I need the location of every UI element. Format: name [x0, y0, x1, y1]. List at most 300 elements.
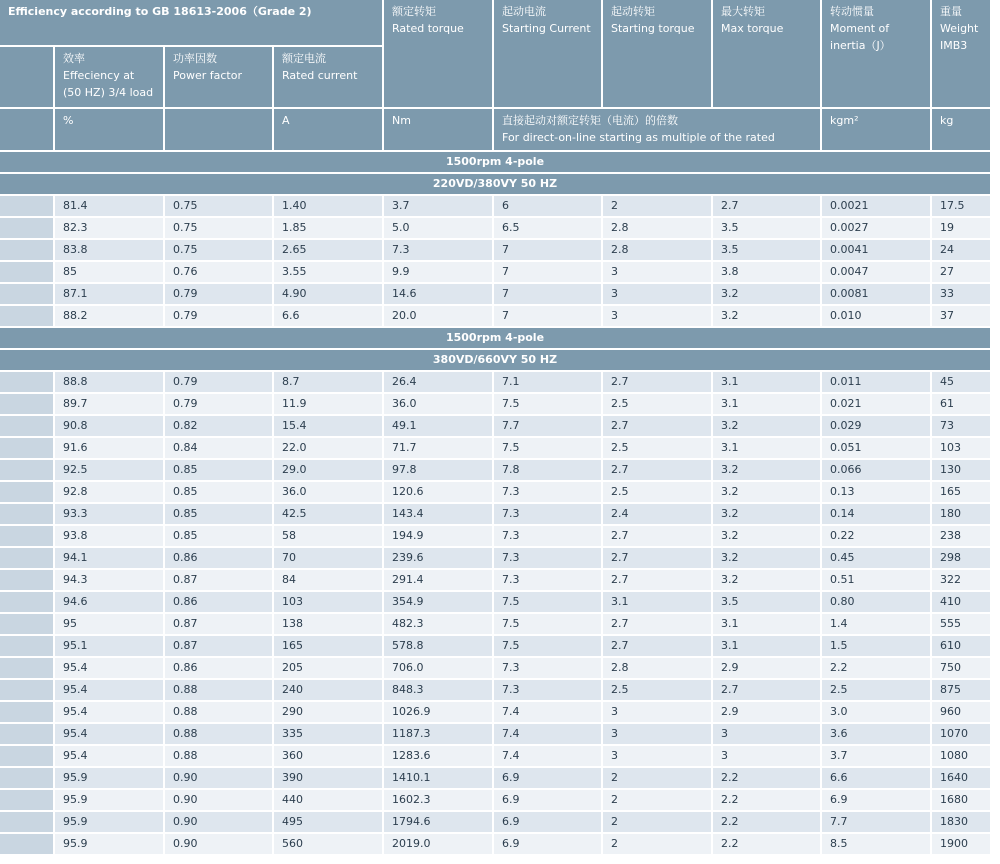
rated-torque-cell: 848.3: [383, 679, 493, 701]
power-factor-cell: 0.85: [164, 503, 273, 525]
max-torque-cell: 3.2: [712, 547, 821, 569]
section-380v: [0, 327, 991, 855]
power-factor-cell: 0.87: [164, 569, 273, 591]
starting-torque-cell: 2: [602, 195, 712, 217]
rated-current-cell: 4.90: [273, 283, 383, 305]
table-row: [0, 437, 991, 459]
efficiency-cell: 95.9: [54, 789, 164, 811]
starting-current-cell: 7.3: [493, 679, 602, 701]
rated-current-cell: 70: [273, 547, 383, 569]
rated-current-cell: 29.0: [273, 459, 383, 481]
inertia-cell: 0.51: [821, 569, 931, 591]
inertia-cell: 0.021: [821, 393, 931, 415]
rated-torque-cell: 578.8: [383, 635, 493, 657]
max-torque-cell: 3.2: [712, 415, 821, 437]
max-torque-cell: 3.2: [712, 305, 821, 327]
weight-cell: 45: [931, 371, 991, 393]
max-torque-cell: 3.2: [712, 569, 821, 591]
inertia-cell: 0.0021: [821, 195, 931, 217]
max-torque-cell: 3.2: [712, 503, 821, 525]
inertia-cell: 0.029: [821, 415, 931, 437]
starting-current-cell: 7.4: [493, 701, 602, 723]
max-torque-cell: 2.2: [712, 789, 821, 811]
table-row: [0, 371, 991, 393]
starting-current-cell: 7.5: [493, 393, 602, 415]
power-factor-cell: 0.75: [164, 195, 273, 217]
table-row: [0, 745, 991, 767]
section-speed-label: 1500rpm 4-pole: [0, 327, 991, 349]
section-voltage-label: 380VD/660VY 50 HZ: [0, 349, 991, 371]
max-torque-cell: 3.1: [712, 393, 821, 415]
table-row: [0, 613, 991, 635]
efficiency-cell: 83.8: [54, 239, 164, 261]
starting-current-cell: 7: [493, 305, 602, 327]
power-factor-cell: 0.87: [164, 613, 273, 635]
row-lead-cell: [0, 459, 54, 481]
weight-cell: 1080: [931, 745, 991, 767]
efficiency-cell: 88.8: [54, 371, 164, 393]
efficiency-cell: 89.7: [54, 393, 164, 415]
power-factor-cell: 0.88: [164, 723, 273, 745]
unit-blank-cell: [0, 108, 54, 151]
rated-current-cell: 138: [273, 613, 383, 635]
header-blank-cell: [0, 46, 54, 108]
weight-cell: 875: [931, 679, 991, 701]
power-factor-cell: 0.85: [164, 459, 273, 481]
row-lead-cell: [0, 525, 54, 547]
row-lead-cell: [0, 239, 54, 261]
inertia-cell: 0.011: [821, 371, 931, 393]
starting-torque-cell: 2.7: [602, 569, 712, 591]
starting-torque-cell: 2.7: [602, 415, 712, 437]
starting-torque-cell: 3: [602, 283, 712, 305]
weight-cell: 19: [931, 217, 991, 239]
power-factor-cell: 0.87: [164, 635, 273, 657]
table-row: [0, 591, 991, 613]
max-torque-cell: 2.2: [712, 767, 821, 789]
rated-torque-cell: 5.0: [383, 217, 493, 239]
starting-torque-cell: 2.7: [602, 635, 712, 657]
power-factor-cell: 0.88: [164, 701, 273, 723]
rated-torque-cell: 1410.1: [383, 767, 493, 789]
inertia-cell: 0.0047: [821, 261, 931, 283]
rated-torque-cell: 71.7: [383, 437, 493, 459]
max-torque-cell: 2.7: [712, 679, 821, 701]
weight-cell: 1640: [931, 767, 991, 789]
weight-cell: 27: [931, 261, 991, 283]
efficiency-cell: 82.3: [54, 217, 164, 239]
max-torque-cell: 3.2: [712, 481, 821, 503]
rated-torque-cell: 9.9: [383, 261, 493, 283]
table-row: [0, 261, 991, 283]
inertia-cell: 3.7: [821, 745, 931, 767]
rated-torque-cell: 1283.6: [383, 745, 493, 767]
weight-cell: 1070: [931, 723, 991, 745]
weight-header: 重量 Weight IMB3: [931, 0, 991, 108]
starting-torque-cell: 2.7: [602, 459, 712, 481]
weight-cell: 33: [931, 283, 991, 305]
moment-of-inertia-header: 转动惯量 Moment of inertia（J）: [821, 0, 931, 108]
table-row: [0, 415, 991, 437]
efficiency-cell: 93.8: [54, 525, 164, 547]
rated-torque-cell: 36.0: [383, 393, 493, 415]
row-lead-cell: [0, 481, 54, 503]
inertia-cell: 6.9: [821, 789, 931, 811]
max-torque-cell: 3.1: [712, 613, 821, 635]
power-factor-cell: 0.79: [164, 371, 273, 393]
max-torque-cell: 3.1: [712, 635, 821, 657]
rated-torque-cell: 1602.3: [383, 789, 493, 811]
inertia-cell: 0.22: [821, 525, 931, 547]
efficiency-cell: 94.6: [54, 591, 164, 613]
weight-cell: 103: [931, 437, 991, 459]
efficiency-cell: 87.1: [54, 283, 164, 305]
weight-cell: 73: [931, 415, 991, 437]
power-factor-cell: 0.85: [164, 525, 273, 547]
weight-cell: 238: [931, 525, 991, 547]
table-row: [0, 459, 991, 481]
table-row: [0, 547, 991, 569]
rated-torque-cell: 1026.9: [383, 701, 493, 723]
starting-torque-cell: 2.8: [602, 217, 712, 239]
starting-torque-cell: 3: [602, 745, 712, 767]
efficiency-cell: 93.3: [54, 503, 164, 525]
table-row: [0, 811, 991, 833]
inertia-cell: 3.6: [821, 723, 931, 745]
rated-torque-cell: 120.6: [383, 481, 493, 503]
starting-current-cell: 6: [493, 195, 602, 217]
max-torque-cell: 3.1: [712, 437, 821, 459]
power-factor-cell: 0.79: [164, 393, 273, 415]
table-row: [0, 481, 991, 503]
row-lead-cell: [0, 415, 54, 437]
inertia-cell: 2.5: [821, 679, 931, 701]
row-lead-cell: [0, 283, 54, 305]
power-factor-cell: 0.90: [164, 789, 273, 811]
table-row: [0, 569, 991, 591]
row-lead-cell: [0, 261, 54, 283]
starting-torque-cell: 2.7: [602, 613, 712, 635]
starting-current-cell: 7.5: [493, 635, 602, 657]
inertia-cell: 8.5: [821, 833, 931, 855]
starting-torque-cell: 2.8: [602, 657, 712, 679]
rated-current-cell: 205: [273, 657, 383, 679]
starting-current-cell: 7: [493, 261, 602, 283]
max-torque-cell: 2.2: [712, 833, 821, 855]
table-row: [0, 789, 991, 811]
row-lead-cell: [0, 657, 54, 679]
rated-current-cell: 1.85: [273, 217, 383, 239]
rated-current-cell: 335: [273, 723, 383, 745]
table-row: [0, 525, 991, 547]
rated-torque-cell: 1794.6: [383, 811, 493, 833]
rated-current-cell: 440: [273, 789, 383, 811]
starting-current-cell: 6.5: [493, 217, 602, 239]
weight-cell: 61: [931, 393, 991, 415]
weight-cell: 750: [931, 657, 991, 679]
starting-current-cell: 6.9: [493, 833, 602, 855]
starting-torque-cell: 2.8: [602, 239, 712, 261]
rated-torque-cell: 291.4: [383, 569, 493, 591]
unit-newton-meter: Nm: [383, 108, 493, 151]
row-lead-cell: [0, 723, 54, 745]
max-torque-cell: 3.2: [712, 525, 821, 547]
table-row: [0, 833, 991, 855]
starting-torque-cell: 2.5: [602, 437, 712, 459]
rated-torque-cell: 20.0: [383, 305, 493, 327]
efficiency-cell: 95.4: [54, 723, 164, 745]
rated-current-cell: 3.55: [273, 261, 383, 283]
rated-torque-cell: 3.7: [383, 195, 493, 217]
weight-cell: 322: [931, 569, 991, 591]
table-row: [0, 393, 991, 415]
rated-torque-cell: 143.4: [383, 503, 493, 525]
starting-torque-cell: 2: [602, 767, 712, 789]
starting-current-cell: 7.5: [493, 613, 602, 635]
inertia-cell: 0.051: [821, 437, 931, 459]
efficiency-cell: 92.8: [54, 481, 164, 503]
rated-current-cell: 560: [273, 833, 383, 855]
rated-torque-cell: 7.3: [383, 239, 493, 261]
starting-current-cell: 7.7: [493, 415, 602, 437]
starting-current-cell: 7.3: [493, 657, 602, 679]
starting-torque-cell: 2: [602, 833, 712, 855]
starting-torque-cell: 2: [602, 789, 712, 811]
weight-cell: 1900: [931, 833, 991, 855]
starting-torque-cell: 3: [602, 261, 712, 283]
inertia-cell: 6.6: [821, 767, 931, 789]
rated-torque-cell: 2019.0: [383, 833, 493, 855]
power-factor-cell: 0.88: [164, 745, 273, 767]
row-lead-cell: [0, 701, 54, 723]
weight-cell: 17.5: [931, 195, 991, 217]
starting-torque-cell: 3: [602, 701, 712, 723]
table-row: [0, 239, 991, 261]
rated-current-cell: 6.6: [273, 305, 383, 327]
starting-torque-cell: 3.1: [602, 591, 712, 613]
efficiency-cell: 94.3: [54, 569, 164, 591]
power-factor-cell: 0.79: [164, 283, 273, 305]
max-torque-cell: 2.9: [712, 657, 821, 679]
starting-current-cell: 7: [493, 283, 602, 305]
rated-torque-cell: 239.6: [383, 547, 493, 569]
starting-current-cell: 6.9: [493, 789, 602, 811]
inertia-cell: 0.0027: [821, 217, 931, 239]
weight-cell: 410: [931, 591, 991, 613]
rated-current-cell: 8.7: [273, 371, 383, 393]
section-voltage-label: 220VD/380VY 50 HZ: [0, 173, 991, 195]
rated-current-cell: 495: [273, 811, 383, 833]
starting-current-cell: 7.5: [493, 437, 602, 459]
row-lead-cell: [0, 745, 54, 767]
inertia-cell: 0.066: [821, 459, 931, 481]
starting-current-cell: 6.9: [493, 811, 602, 833]
row-lead-cell: [0, 547, 54, 569]
weight-cell: 610: [931, 635, 991, 657]
power-factor-cell: 0.85: [164, 481, 273, 503]
rated-current-header: 额定电流 Rated current: [273, 46, 383, 108]
efficiency-cell: 95: [54, 613, 164, 635]
starting-current-cell: 7.3: [493, 503, 602, 525]
row-lead-cell: [0, 833, 54, 855]
efficiency-header: 效率 Effeciency at (50 HZ) 3/4 load: [54, 46, 164, 108]
weight-cell: 130: [931, 459, 991, 481]
starting-current-cell: 7.3: [493, 547, 602, 569]
row-lead-cell: [0, 811, 54, 833]
starting-current-header: 起动电流 Starting Current: [493, 0, 602, 108]
max-torque-header: 最大转矩 Max torque: [712, 0, 821, 108]
max-torque-cell: 3.2: [712, 283, 821, 305]
row-lead-cell: [0, 371, 54, 393]
efficiency-standard-header: Efficiency according to GB 18613-2006（Grade 2): [0, 0, 383, 46]
rated-current-cell: 360: [273, 745, 383, 767]
row-lead-cell: [0, 569, 54, 591]
power-factor-cell: 0.79: [164, 305, 273, 327]
efficiency-cell: 94.1: [54, 547, 164, 569]
weight-cell: 1830: [931, 811, 991, 833]
rated-current-cell: 42.5: [273, 503, 383, 525]
row-lead-cell: [0, 393, 54, 415]
rated-current-cell: 1.40: [273, 195, 383, 217]
efficiency-cell: 81.4: [54, 195, 164, 217]
weight-cell: 180: [931, 503, 991, 525]
starting-torque-cell: 2.5: [602, 481, 712, 503]
efficiency-cell: 95.4: [54, 701, 164, 723]
rated-current-cell: 390: [273, 767, 383, 789]
power-factor-cell: 0.88: [164, 679, 273, 701]
rated-torque-cell: 706.0: [383, 657, 493, 679]
unit-ampere: A: [273, 108, 383, 151]
table-row: [0, 283, 991, 305]
unit-blank-cell: [164, 108, 273, 151]
starting-current-cell: 7.5: [493, 591, 602, 613]
table-row: [0, 503, 991, 525]
row-lead-cell: [0, 503, 54, 525]
starting-current-cell: 7.4: [493, 723, 602, 745]
starting-torque-cell: 2.4: [602, 503, 712, 525]
weight-cell: 298: [931, 547, 991, 569]
inertia-cell: 0.13: [821, 481, 931, 503]
inertia-cell: 1.4: [821, 613, 931, 635]
table-header: [0, 0, 991, 151]
rated-torque-cell: 194.9: [383, 525, 493, 547]
power-factor-cell: 0.86: [164, 547, 273, 569]
efficiency-cell: 95.9: [54, 833, 164, 855]
row-lead-cell: [0, 635, 54, 657]
max-torque-cell: 3.5: [712, 239, 821, 261]
multiple-of-rated-note: 直接起动对额定转矩（电流）的倍数 For direct-on-line starting as multiple of the rated: [493, 108, 821, 151]
efficiency-cell: 88.2: [54, 305, 164, 327]
row-lead-cell: [0, 679, 54, 701]
inertia-cell: 0.45: [821, 547, 931, 569]
weight-cell: 24: [931, 239, 991, 261]
starting-torque-cell: 2.5: [602, 679, 712, 701]
power-factor-cell: 0.90: [164, 811, 273, 833]
starting-torque-header: 起动转矩 Starting torque: [602, 0, 712, 108]
starting-torque-cell: 3: [602, 723, 712, 745]
unit-kgm2: kgm²: [821, 108, 931, 151]
starting-torque-cell: 2: [602, 811, 712, 833]
starting-current-cell: 7.1: [493, 371, 602, 393]
weight-cell: 960: [931, 701, 991, 723]
efficiency-cell: 95.4: [54, 679, 164, 701]
inertia-cell: 0.80: [821, 591, 931, 613]
rated-current-cell: 165: [273, 635, 383, 657]
starting-current-cell: 6.9: [493, 767, 602, 789]
unit-kg: kg: [931, 108, 991, 151]
row-lead-cell: [0, 613, 54, 635]
unit-percent: %: [54, 108, 164, 151]
starting-torque-cell: 2.7: [602, 371, 712, 393]
inertia-cell: 0.0041: [821, 239, 931, 261]
inertia-cell: 0.010: [821, 305, 931, 327]
power-factor-header: 功率因数 Power factor: [164, 46, 273, 108]
efficiency-cell: 90.8: [54, 415, 164, 437]
inertia-cell: 1.5: [821, 635, 931, 657]
max-torque-cell: 3.5: [712, 217, 821, 239]
power-factor-cell: 0.76: [164, 261, 273, 283]
starting-torque-cell: 3: [602, 305, 712, 327]
efficiency-cell: 95.9: [54, 811, 164, 833]
starting-torque-cell: 2.5: [602, 393, 712, 415]
efficiency-cell: 95.4: [54, 745, 164, 767]
power-factor-cell: 0.90: [164, 833, 273, 855]
table-row: [0, 723, 991, 745]
rated-current-cell: 22.0: [273, 437, 383, 459]
row-lead-cell: [0, 195, 54, 217]
max-torque-cell: 3.2: [712, 459, 821, 481]
rated-current-cell: 2.65: [273, 239, 383, 261]
starting-current-cell: 7: [493, 239, 602, 261]
rated-current-cell: 11.9: [273, 393, 383, 415]
starting-current-cell: 7.4: [493, 745, 602, 767]
efficiency-cell: 95.1: [54, 635, 164, 657]
rated-current-cell: 290: [273, 701, 383, 723]
efficiency-cell: 95.9: [54, 767, 164, 789]
rated-torque-cell: 14.6: [383, 283, 493, 305]
table-row: [0, 767, 991, 789]
row-lead-cell: [0, 217, 54, 239]
inertia-cell: 2.2: [821, 657, 931, 679]
max-torque-cell: 2.9: [712, 701, 821, 723]
table-row: [0, 195, 991, 217]
weight-cell: 165: [931, 481, 991, 503]
rated-current-cell: 240: [273, 679, 383, 701]
rated-torque-cell: 1187.3: [383, 723, 493, 745]
table-row: [0, 701, 991, 723]
table-row: [0, 635, 991, 657]
table-row: [0, 657, 991, 679]
weight-cell: 37: [931, 305, 991, 327]
power-factor-cell: 0.82: [164, 415, 273, 437]
inertia-cell: 0.14: [821, 503, 931, 525]
inertia-cell: 7.7: [821, 811, 931, 833]
section-speed-label: 1500rpm 4-pole: [0, 151, 991, 173]
rated-current-cell: 58: [273, 525, 383, 547]
rated-current-cell: 84: [273, 569, 383, 591]
rated-torque-cell: 97.8: [383, 459, 493, 481]
rated-current-cell: 15.4: [273, 415, 383, 437]
rated-torque-header: 额定转矩 Rated torque: [383, 0, 493, 108]
efficiency-cell: 95.4: [54, 657, 164, 679]
efficiency-cell: 85: [54, 261, 164, 283]
max-torque-cell: 2.2: [712, 811, 821, 833]
starting-torque-cell: 2.7: [602, 547, 712, 569]
max-torque-cell: 3: [712, 723, 821, 745]
rated-torque-cell: 482.3: [383, 613, 493, 635]
rated-torque-cell: 49.1: [383, 415, 493, 437]
table-row: [0, 217, 991, 239]
